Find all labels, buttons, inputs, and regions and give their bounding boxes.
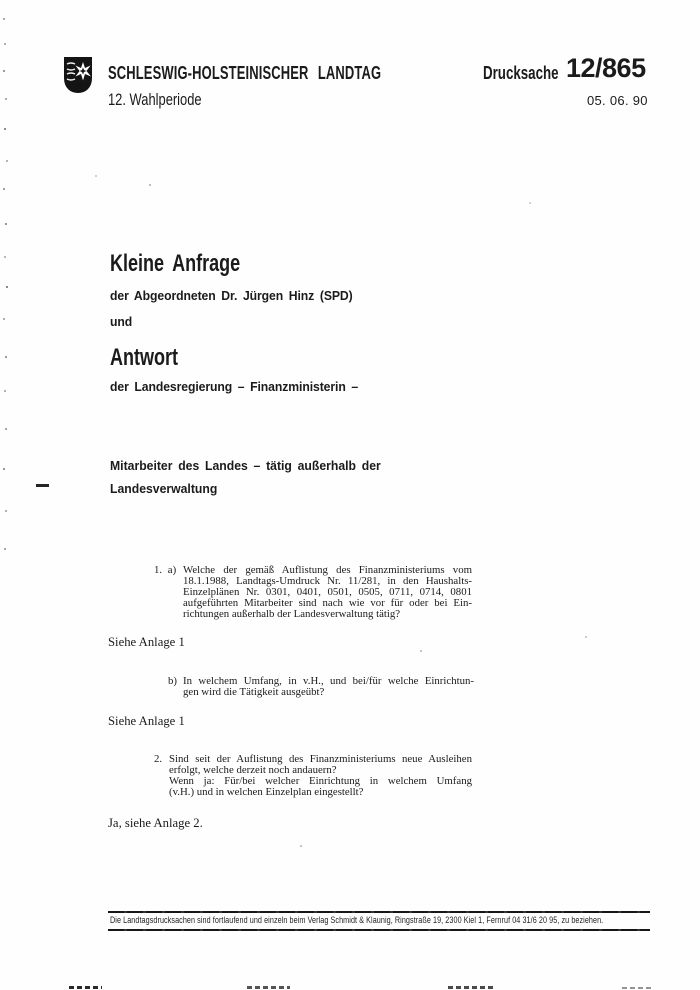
margin-mark [36, 484, 49, 487]
scan-noise-left-edge [3, 18, 5, 20]
scan-noise-specks [149, 184, 151, 186]
question-line: aufgeführten Mitarbeiter sind nach wie vor für oder bei Ein- [183, 596, 472, 609]
answer-author: der Landesregierung – Finanzministerin – [110, 379, 359, 394]
footer-rule-top [108, 911, 650, 913]
question-line: Einzelplänen Nr. 0301, 0401, 0501, 0505, 0711, 0714, 0801 [183, 585, 472, 598]
question-1a [154, 565, 472, 620]
question-line: (v.H.) und in welchen Einzelplan eingestellt? [169, 785, 364, 798]
subject-line-1: Mitarbeiter des Landes – tätig außerhalb der [110, 458, 381, 473]
question-line: 18.1.1988, Landtags-Umdruck Nr. 11/281, in den Haushalts- [183, 574, 472, 587]
question-1a-marker: 1. a) [154, 564, 177, 576]
subject-line-2: Landesverwaltung [110, 481, 218, 496]
question-line: Sind seit der Auflistung des Finanzministeriums neue Ausleihen [169, 753, 472, 765]
scan-artifact-bottom-3 [448, 986, 495, 989]
siehe-anlage-1-second: Siehe Anlage 1 [108, 714, 185, 728]
scan-artifact-bottom-2 [247, 986, 290, 989]
question-1b-marker: b) [168, 675, 177, 687]
institution-name: SCHLESWIG-HOLSTEINISCHER LANDTAG [108, 62, 382, 83]
request-author: der Abgeordneten Dr. Jürgen Hinz (SPD) [110, 288, 353, 303]
footer-rule-bottom [108, 929, 650, 931]
subject-title [110, 454, 381, 500]
question-line: Welche der gemäß Auflistung des Finanzministeriums vom [183, 564, 472, 576]
question-2 [154, 754, 472, 798]
question-line: richtungen außerhalb der Landesverwaltung tätig? [183, 607, 401, 620]
question-line: Wenn ja: Für/bei welcher Einrichtung in welchem Umfang [169, 774, 472, 787]
legislative-period: 12. Wahlperiode [108, 90, 202, 109]
question-line: In welchem Umfang, in v.H., und bei/für welche Einrichtun- [183, 675, 474, 687]
question-line: erfolgt, welche derzeit noch andauern? [169, 763, 337, 776]
antwort-heading: Antwort [110, 344, 178, 371]
siehe-anlage-1-first: Siehe Anlage 1 [108, 635, 185, 649]
footer-imprint: Die Landtagsdrucksachen sind fortlaufend und einzeln beim Verlag Schmidt & Klaunig, Ringstraße 19, 2300 Kiel 1, Fernruf 04 31/6 20 95, zu beziehen. [110, 915, 604, 925]
drucksache-number: 12/865 [566, 53, 646, 83]
drucksache-label: Drucksache [483, 63, 559, 83]
conjunction-und: und [110, 314, 133, 329]
document-date: 05. 06. 90 [587, 93, 648, 108]
question-1b [168, 676, 474, 698]
question-2-marker: 2. [154, 753, 163, 765]
schleswig-holstein-coat-of-arms-icon [63, 56, 93, 94]
scan-artifact-bottom-4 [622, 987, 653, 989]
ja-siehe-anlage-2: Ja, siehe Anlage 2. [108, 816, 203, 830]
question-line: gen wird die Tätigkeit ausgeübt? [183, 685, 325, 698]
kleine-anfrage-heading: Kleine Anfrage [110, 250, 241, 277]
scan-artifact-bottom-1 [69, 986, 102, 989]
